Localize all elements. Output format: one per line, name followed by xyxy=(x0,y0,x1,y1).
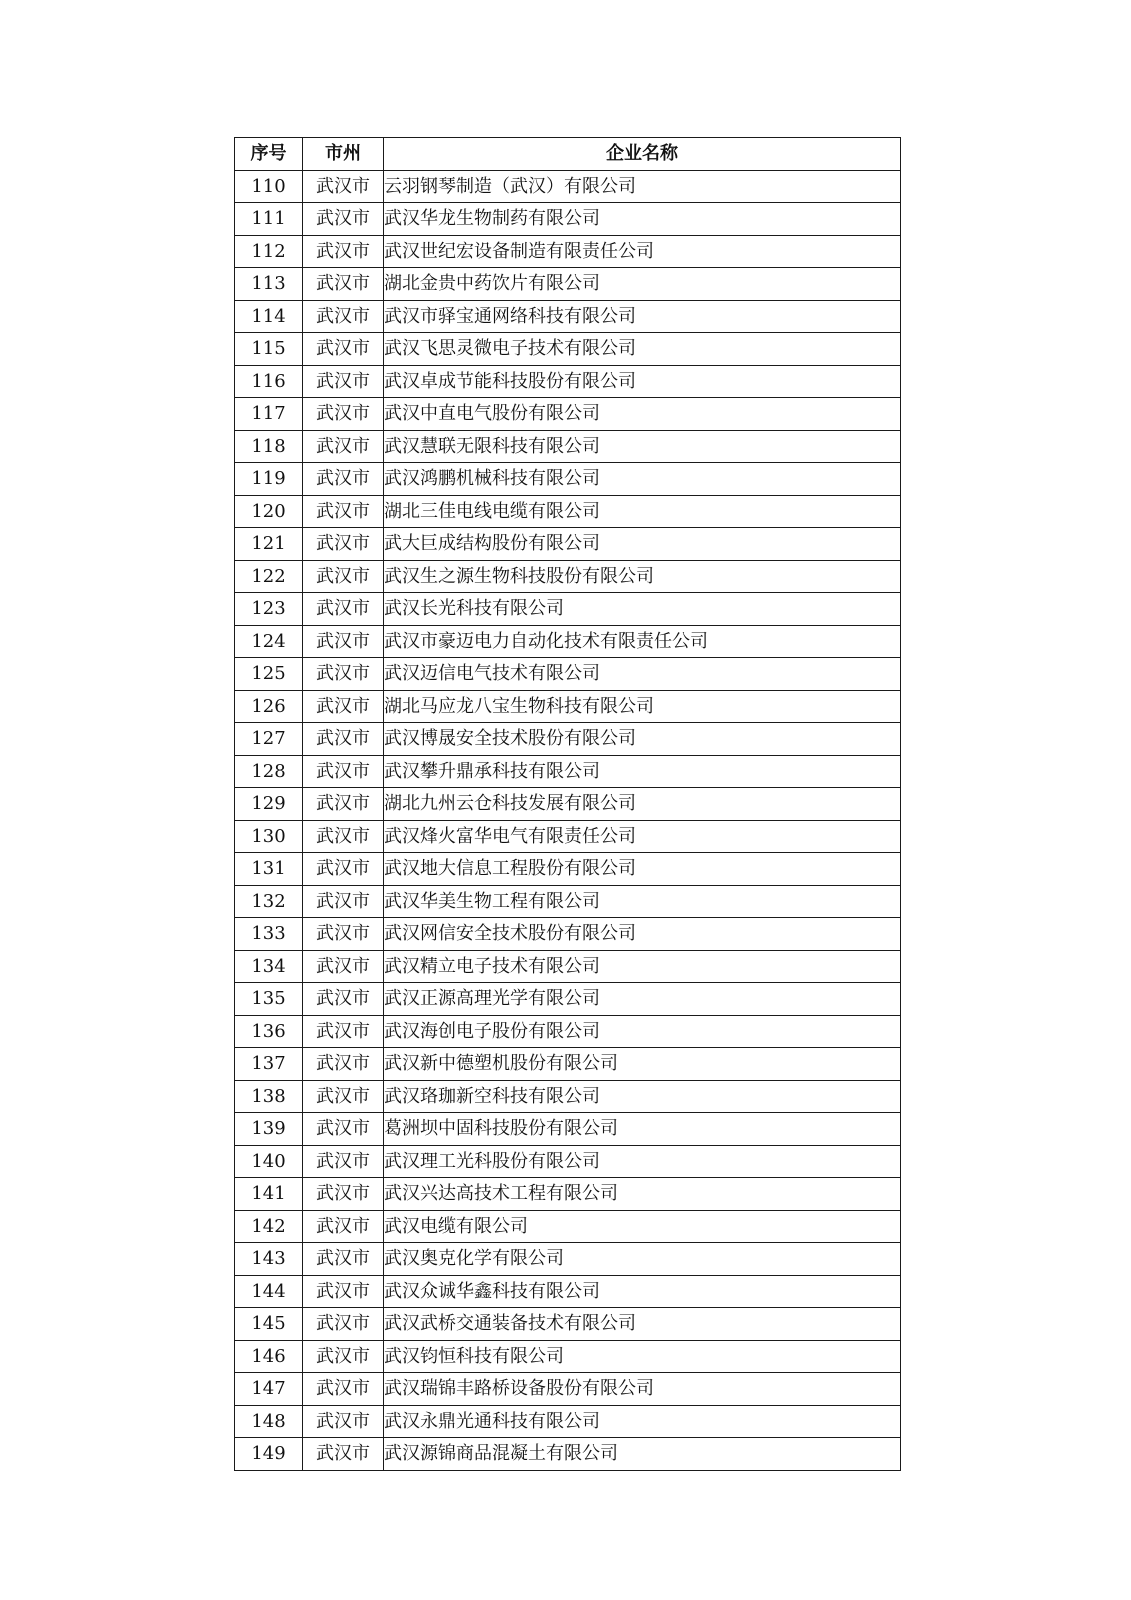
cell-serial-number: 115 xyxy=(235,333,303,366)
cell-city: 武汉市 xyxy=(303,1275,384,1308)
cell-enterprise-name: 武汉市驿宝通网络科技有限公司 xyxy=(384,300,901,333)
cell-serial-number: 117 xyxy=(235,398,303,431)
cell-enterprise-name: 武汉飞思灵微电子技术有限公司 xyxy=(384,333,901,366)
cell-serial-number: 148 xyxy=(235,1405,303,1438)
cell-serial-number: 122 xyxy=(235,560,303,593)
cell-city: 武汉市 xyxy=(303,755,384,788)
cell-serial-number: 118 xyxy=(235,430,303,463)
table-row xyxy=(235,430,901,463)
cell-city: 武汉市 xyxy=(303,268,384,301)
cell-city: 武汉市 xyxy=(303,1308,384,1341)
table-row xyxy=(235,1015,901,1048)
table-row xyxy=(235,918,901,951)
cell-serial-number: 120 xyxy=(235,495,303,528)
cell-serial-number: 139 xyxy=(235,1113,303,1146)
cell-city: 武汉市 xyxy=(303,788,384,821)
cell-city: 武汉市 xyxy=(303,1080,384,1113)
cell-city: 武汉市 xyxy=(303,365,384,398)
cell-serial-number: 147 xyxy=(235,1373,303,1406)
cell-city: 武汉市 xyxy=(303,560,384,593)
cell-enterprise-name: 武汉华美生物工程有限公司 xyxy=(384,885,901,918)
cell-serial-number: 113 xyxy=(235,268,303,301)
table-row xyxy=(235,398,901,431)
cell-enterprise-name: 湖北金贵中药饮片有限公司 xyxy=(384,268,901,301)
table-row xyxy=(235,853,901,886)
cell-serial-number: 116 xyxy=(235,365,303,398)
table-row xyxy=(235,1113,901,1146)
cell-enterprise-name: 葛洲坝中固科技股份有限公司 xyxy=(384,1113,901,1146)
table-row xyxy=(235,560,901,593)
cell-enterprise-name: 武汉鸿鹏机械科技有限公司 xyxy=(384,463,901,496)
cell-enterprise-name: 武汉卓成节能科技股份有限公司 xyxy=(384,365,901,398)
cell-city: 武汉市 xyxy=(303,723,384,756)
cell-enterprise-name: 武汉钧恒科技有限公司 xyxy=(384,1340,901,1373)
table-body xyxy=(235,170,901,1470)
table-row xyxy=(235,1048,901,1081)
cell-city: 武汉市 xyxy=(303,235,384,268)
table-row xyxy=(235,1210,901,1243)
cell-city: 武汉市 xyxy=(303,658,384,691)
cell-enterprise-name: 武汉华龙生物制药有限公司 xyxy=(384,203,901,236)
cell-enterprise-name: 武汉武桥交通装备技术有限公司 xyxy=(384,1308,901,1341)
cell-enterprise-name: 武汉兴达高技术工程有限公司 xyxy=(384,1178,901,1211)
cell-city: 武汉市 xyxy=(303,885,384,918)
cell-enterprise-name: 武汉市豪迈电力自动化技术有限责任公司 xyxy=(384,625,901,658)
cell-enterprise-name: 武汉瑞锦丰路桥设备股份有限公司 xyxy=(384,1373,901,1406)
table-row xyxy=(235,1243,901,1276)
cell-enterprise-name: 湖北马应龙八宝生物科技有限公司 xyxy=(384,690,901,723)
cell-city: 武汉市 xyxy=(303,625,384,658)
cell-enterprise-name: 湖北三佳电线电缆有限公司 xyxy=(384,495,901,528)
cell-city: 武汉市 xyxy=(303,495,384,528)
table-row xyxy=(235,235,901,268)
cell-enterprise-name: 武汉中直电气股份有限公司 xyxy=(384,398,901,431)
cell-serial-number: 149 xyxy=(235,1438,303,1471)
enterprise-table xyxy=(234,137,901,1471)
cell-serial-number: 127 xyxy=(235,723,303,756)
cell-enterprise-name: 武汉慧联无限科技有限公司 xyxy=(384,430,901,463)
cell-city: 武汉市 xyxy=(303,203,384,236)
cell-serial-number: 125 xyxy=(235,658,303,691)
cell-city: 武汉市 xyxy=(303,1178,384,1211)
header-city: 市州 xyxy=(303,138,384,171)
table-row xyxy=(235,1308,901,1341)
cell-city: 武汉市 xyxy=(303,1373,384,1406)
cell-enterprise-name: 湖北九州云仓科技发展有限公司 xyxy=(384,788,901,821)
cell-serial-number: 119 xyxy=(235,463,303,496)
table-row xyxy=(235,1178,901,1211)
table-row xyxy=(235,203,901,236)
cell-city: 武汉市 xyxy=(303,333,384,366)
cell-serial-number: 145 xyxy=(235,1308,303,1341)
cell-serial-number: 144 xyxy=(235,1275,303,1308)
cell-city: 武汉市 xyxy=(303,983,384,1016)
cell-enterprise-name: 武汉网信安全技术股份有限公司 xyxy=(384,918,901,951)
cell-city: 武汉市 xyxy=(303,1243,384,1276)
cell-enterprise-name: 武汉新中德塑机股份有限公司 xyxy=(384,1048,901,1081)
table-header-row xyxy=(235,138,901,171)
table-row xyxy=(235,625,901,658)
cell-city: 武汉市 xyxy=(303,918,384,951)
cell-enterprise-name: 武汉世纪宏设备制造有限责任公司 xyxy=(384,235,901,268)
cell-city: 武汉市 xyxy=(303,593,384,626)
cell-enterprise-name: 武汉正源高理光学有限公司 xyxy=(384,983,901,1016)
cell-enterprise-name: 武汉奥克化学有限公司 xyxy=(384,1243,901,1276)
cell-serial-number: 143 xyxy=(235,1243,303,1276)
table-row xyxy=(235,463,901,496)
cell-city: 武汉市 xyxy=(303,1438,384,1471)
cell-enterprise-name: 武汉海创电子股份有限公司 xyxy=(384,1015,901,1048)
cell-city: 武汉市 xyxy=(303,1113,384,1146)
cell-serial-number: 146 xyxy=(235,1340,303,1373)
cell-serial-number: 114 xyxy=(235,300,303,333)
cell-enterprise-name: 武汉珞珈新空科技有限公司 xyxy=(384,1080,901,1113)
header-serial-number: 序号 xyxy=(235,138,303,171)
cell-serial-number: 141 xyxy=(235,1178,303,1211)
table-row xyxy=(235,1080,901,1113)
cell-serial-number: 135 xyxy=(235,983,303,1016)
cell-city: 武汉市 xyxy=(303,170,384,203)
cell-city: 武汉市 xyxy=(303,528,384,561)
cell-enterprise-name: 武汉生之源生物科技股份有限公司 xyxy=(384,560,901,593)
cell-city: 武汉市 xyxy=(303,1405,384,1438)
cell-enterprise-name: 武汉精立电子技术有限公司 xyxy=(384,950,901,983)
cell-serial-number: 123 xyxy=(235,593,303,626)
cell-city: 武汉市 xyxy=(303,950,384,983)
cell-serial-number: 111 xyxy=(235,203,303,236)
cell-serial-number: 129 xyxy=(235,788,303,821)
cell-city: 武汉市 xyxy=(303,300,384,333)
cell-city: 武汉市 xyxy=(303,820,384,853)
cell-serial-number: 124 xyxy=(235,625,303,658)
cell-city: 武汉市 xyxy=(303,1048,384,1081)
cell-city: 武汉市 xyxy=(303,1210,384,1243)
cell-enterprise-name: 武汉迈信电气技术有限公司 xyxy=(384,658,901,691)
cell-city: 武汉市 xyxy=(303,690,384,723)
cell-serial-number: 131 xyxy=(235,853,303,886)
table-row xyxy=(235,788,901,821)
cell-serial-number: 126 xyxy=(235,690,303,723)
cell-serial-number: 130 xyxy=(235,820,303,853)
cell-enterprise-name: 武汉永鼎光通科技有限公司 xyxy=(384,1405,901,1438)
cell-city: 武汉市 xyxy=(303,463,384,496)
table-row xyxy=(235,170,901,203)
cell-enterprise-name: 武汉烽火富华电气有限责任公司 xyxy=(384,820,901,853)
cell-city: 武汉市 xyxy=(303,430,384,463)
table-row xyxy=(235,820,901,853)
cell-serial-number: 138 xyxy=(235,1080,303,1113)
cell-enterprise-name: 武汉众诚华鑫科技有限公司 xyxy=(384,1275,901,1308)
table-row xyxy=(235,593,901,626)
table-row xyxy=(235,755,901,788)
cell-city: 武汉市 xyxy=(303,398,384,431)
cell-enterprise-name: 武汉博晟安全技术股份有限公司 xyxy=(384,723,901,756)
table-row xyxy=(235,723,901,756)
table-row xyxy=(235,1145,901,1178)
header-enterprise-name: 企业名称 xyxy=(384,138,901,171)
cell-serial-number: 140 xyxy=(235,1145,303,1178)
cell-serial-number: 121 xyxy=(235,528,303,561)
cell-serial-number: 112 xyxy=(235,235,303,268)
cell-city: 武汉市 xyxy=(303,1145,384,1178)
cell-enterprise-name: 武汉攀升鼎承科技有限公司 xyxy=(384,755,901,788)
table-row xyxy=(235,495,901,528)
table-row xyxy=(235,300,901,333)
cell-enterprise-name: 武汉理工光科股份有限公司 xyxy=(384,1145,901,1178)
cell-serial-number: 137 xyxy=(235,1048,303,1081)
cell-serial-number: 132 xyxy=(235,885,303,918)
cell-enterprise-name: 武大巨成结构股份有限公司 xyxy=(384,528,901,561)
table-row xyxy=(235,1275,901,1308)
cell-serial-number: 142 xyxy=(235,1210,303,1243)
cell-serial-number: 110 xyxy=(235,170,303,203)
table-row xyxy=(235,1438,901,1471)
table-row xyxy=(235,658,901,691)
table-row xyxy=(235,983,901,1016)
table-row xyxy=(235,333,901,366)
cell-serial-number: 128 xyxy=(235,755,303,788)
cell-enterprise-name: 云羽钢琴制造（武汉）有限公司 xyxy=(384,170,901,203)
table-row xyxy=(235,885,901,918)
cell-enterprise-name: 武汉长光科技有限公司 xyxy=(384,593,901,626)
cell-city: 武汉市 xyxy=(303,1015,384,1048)
table-row xyxy=(235,1405,901,1438)
cell-enterprise-name: 武汉源锦商品混凝土有限公司 xyxy=(384,1438,901,1471)
cell-serial-number: 134 xyxy=(235,950,303,983)
cell-enterprise-name: 武汉电缆有限公司 xyxy=(384,1210,901,1243)
table-row xyxy=(235,950,901,983)
cell-serial-number: 133 xyxy=(235,918,303,951)
table-row xyxy=(235,1373,901,1406)
table-row xyxy=(235,1340,901,1373)
cell-city: 武汉市 xyxy=(303,1340,384,1373)
cell-enterprise-name: 武汉地大信息工程股份有限公司 xyxy=(384,853,901,886)
table-row xyxy=(235,268,901,301)
table-row xyxy=(235,365,901,398)
table-row xyxy=(235,528,901,561)
cell-serial-number: 136 xyxy=(235,1015,303,1048)
table-row xyxy=(235,690,901,723)
cell-city: 武汉市 xyxy=(303,853,384,886)
